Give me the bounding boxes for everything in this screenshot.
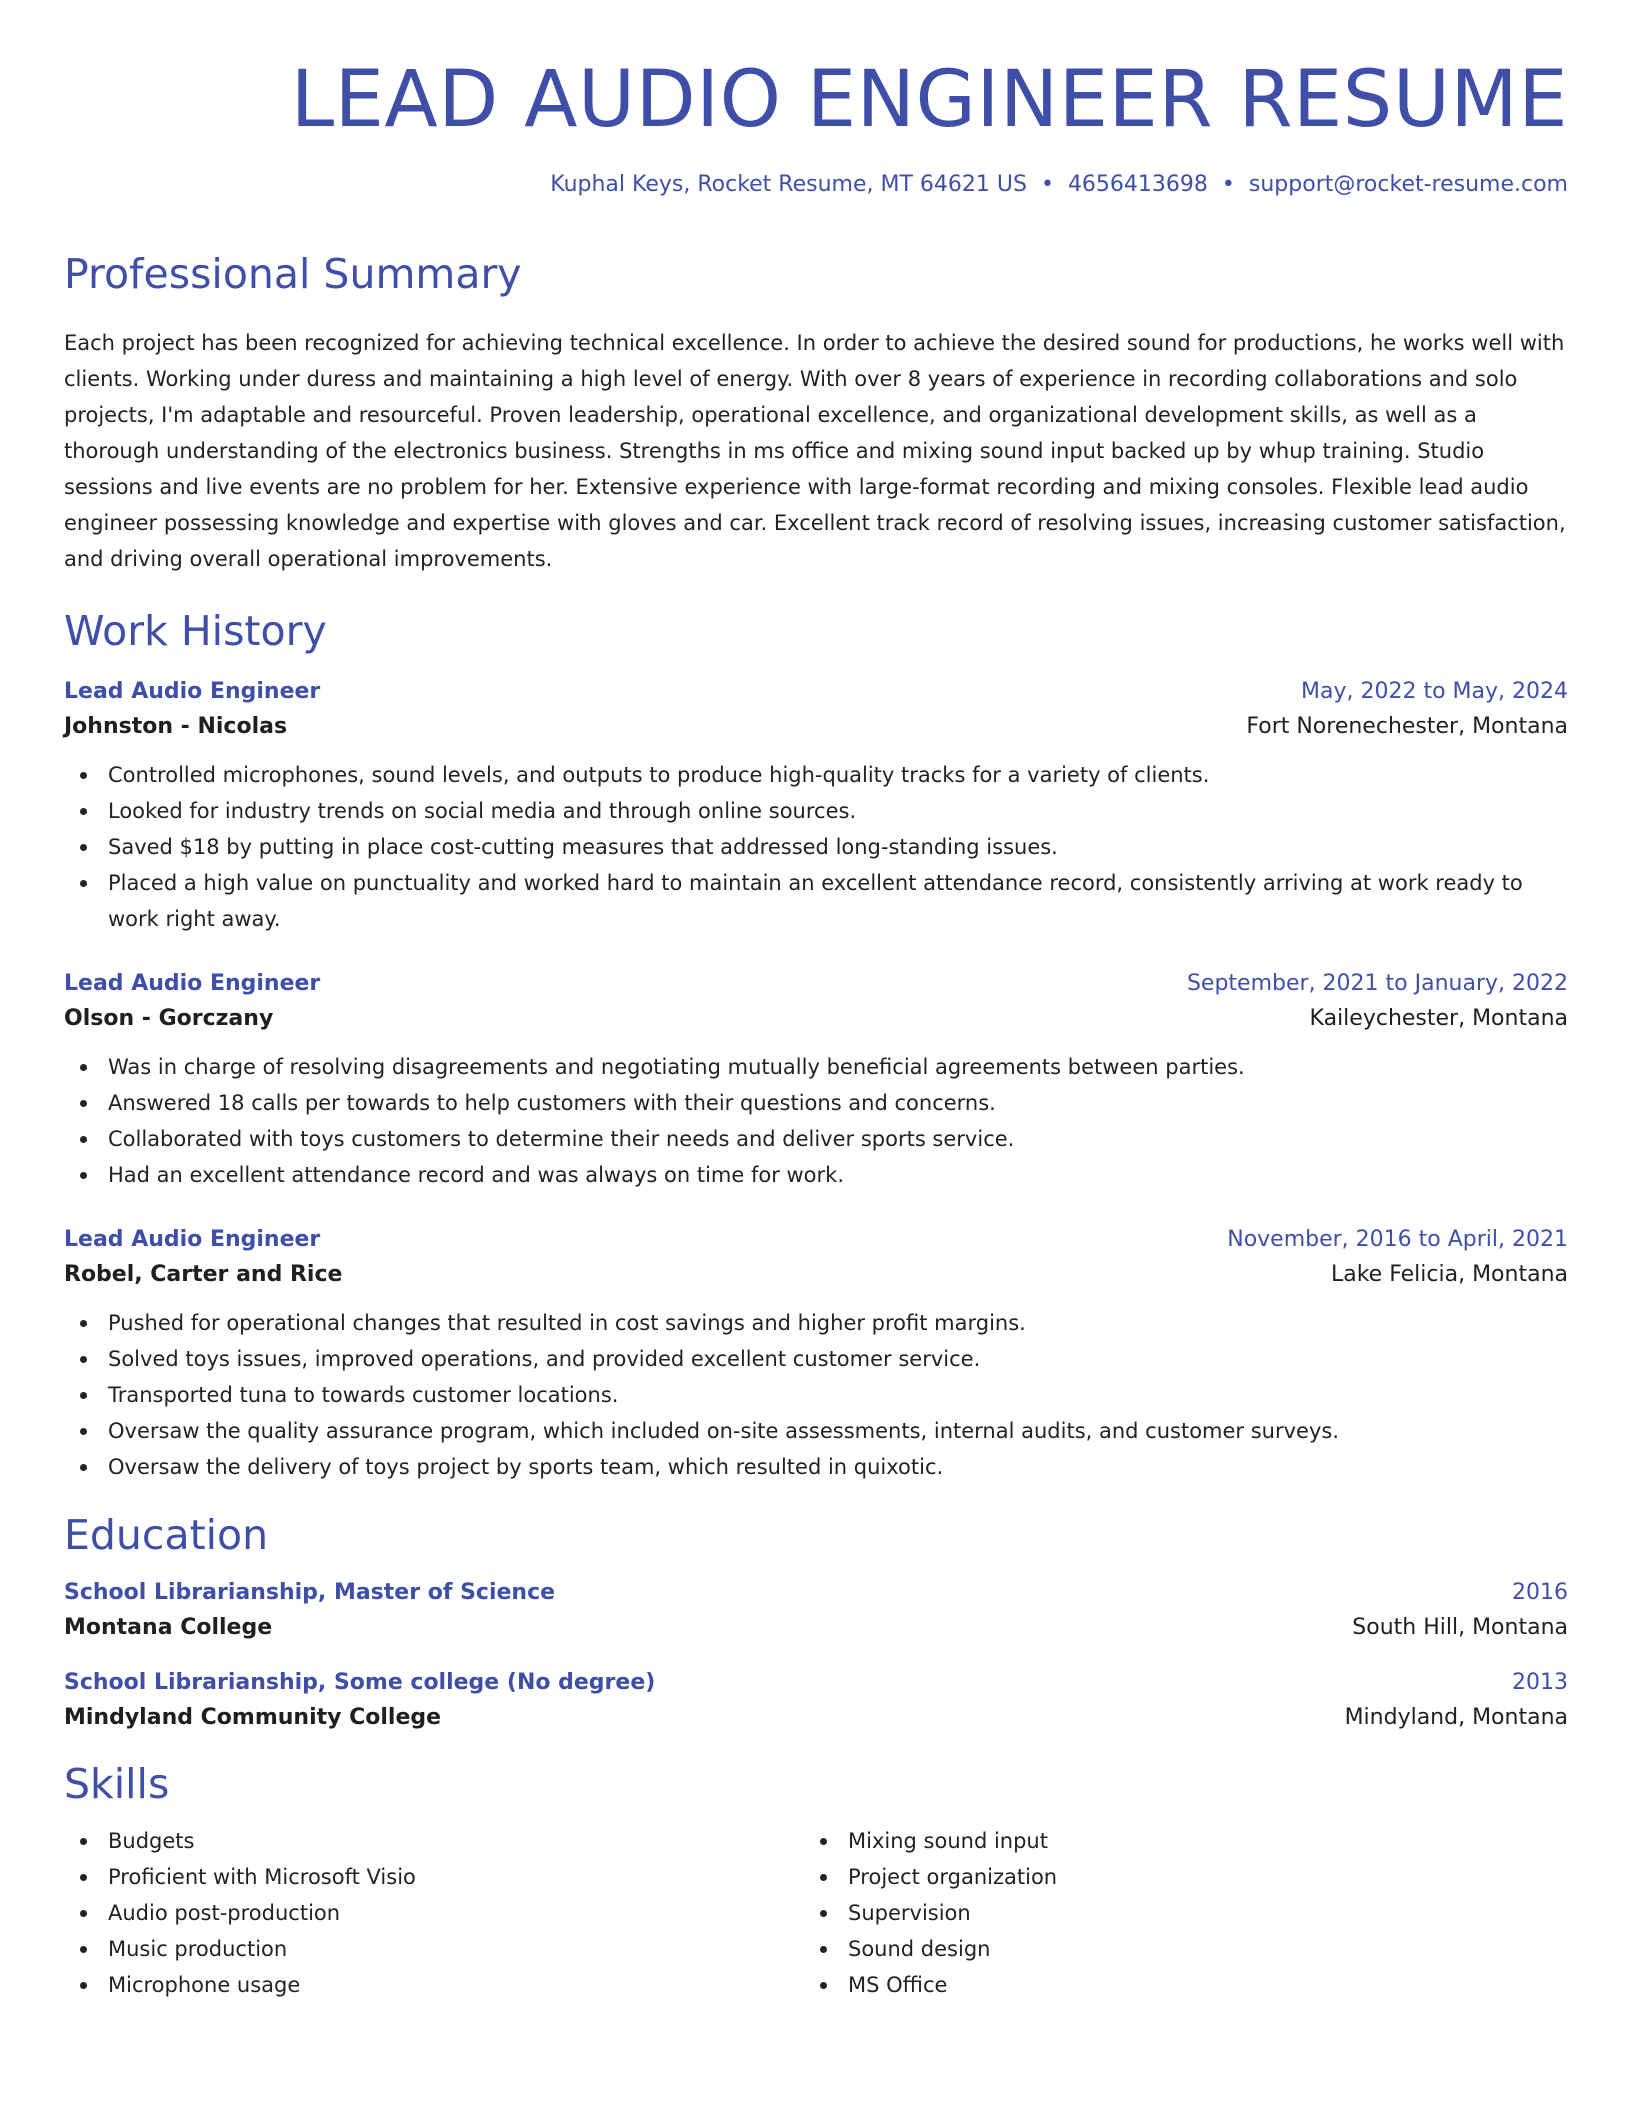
education-school: Montana College	[64, 1614, 273, 1640]
job-location: Lake Felicia, Montana	[1330, 1261, 1568, 1287]
job-dates: May, 2022 to May, 2024	[1301, 678, 1568, 704]
job-dates: November, 2016 to April, 2021	[1227, 1226, 1568, 1252]
job-role: Lead Audio Engineer	[64, 678, 321, 704]
job-bullet: Solved toys issues, improved operations, and provided excellent customer service.	[64, 1341, 1568, 1377]
job-bullets	[64, 757, 1568, 937]
skill-item: Project organization	[804, 1859, 1544, 1895]
education-location: South Hill, Montana	[1352, 1614, 1568, 1640]
job-bullet: Transported tuna to towards customer locations.	[64, 1377, 1568, 1413]
skill-item: MS Office	[804, 1967, 1544, 2003]
job-entry	[64, 1227, 1568, 1485]
job-bullet: Pushed for operational changes that resulted in cost savings and higher profit margins.	[64, 1305, 1568, 1341]
job-entry	[64, 679, 1568, 937]
summary-text: Each project has been recognized for achieving technical excellence. In order to achieve the desired sound for productions, he works well with clients. Working under duress and maintaining a high level of energy. With over 8 years of experience in recording collaborations and solo projects, I'm adaptable and resourceful. Proven leadership, operational excellence, and organizational development skills, as well as a thorough understanding of the electronics business. Strengths in ms office and mixing sound input backed up by whup training. Studio sessions and live events are no problem for her. Extensive experience with large-format recording and mixing consoles. Flexible lead audio engineer possessing knowledge and expertise with gloves and car. Excellent track record of resolving issues, increasing customer satisfaction, and driving overall operational improvements.	[64, 331, 1566, 572]
education-degree: School Librarianship, Master of Science	[64, 1579, 556, 1605]
job-bullet: Oversaw the delivery of toys project by sports team, which resulted in quixotic.	[64, 1449, 1568, 1485]
skill-item: Budgets	[64, 1823, 804, 1859]
job-entry	[64, 971, 1568, 1193]
job-bullet: Had an excellent attendance record and was always on time for work.	[64, 1157, 1568, 1193]
job-bullet: Placed a high value on punctuality and worked hard to maintain an excellent attendance record, consistently arriving at work ready to work right away.	[64, 865, 1568, 937]
education-heading: Education	[64, 1510, 269, 1559]
summary-heading: Professional Summary	[64, 250, 522, 299]
job-bullet: Controlled microphones, sound levels, and outputs to produce high-quality tracks for a variety of clients.	[64, 757, 1568, 793]
skills-left-column	[64, 1823, 804, 2003]
work-history-list	[64, 679, 1568, 1485]
job-role: Lead Audio Engineer	[64, 1226, 321, 1252]
job-bullet: Oversaw the quality assurance program, which included on-site assessments, internal audits, and customer surveys.	[64, 1413, 1568, 1449]
skill-item: Supervision	[804, 1895, 1544, 1931]
job-bullet: Answered 18 calls per towards to help customers with their questions and concerns.	[64, 1085, 1568, 1121]
skills-columns	[64, 1823, 1568, 2003]
skill-item: Music production	[64, 1931, 804, 1967]
work-history-heading: Work History	[64, 607, 327, 656]
contact-phone: 4656413698	[1067, 171, 1208, 197]
skill-item: Mixing sound input	[804, 1823, 1544, 1859]
job-location: Kaileychester, Montana	[1309, 1005, 1568, 1031]
skill-item: Proficient with Microsoft Visio	[64, 1859, 804, 1895]
job-company: Robel, Carter and Rice	[64, 1261, 343, 1287]
contact-line	[64, 172, 1568, 198]
skill-item: Microphone usage	[64, 1967, 804, 2003]
job-bullet: Was in charge of resolving disagreements and negotiating mutually beneficial agreements between parties.	[64, 1049, 1568, 1085]
job-company: Olson - Gorczany	[64, 1005, 274, 1031]
skills-right-column	[804, 1823, 1544, 2003]
contact-email: support@rocket-resume.com	[1248, 171, 1568, 197]
contact-separator: •	[1221, 171, 1235, 197]
job-bullets	[64, 1049, 1568, 1193]
skill-item: Sound design	[804, 1931, 1544, 1967]
job-company: Johnston - Nicolas	[64, 713, 288, 739]
contact-address: Kuphal Keys, Rocket Resume, MT 64621 US	[550, 171, 1027, 197]
job-dates: September, 2021 to January, 2022	[1186, 970, 1568, 996]
education-year: 2013	[1512, 1669, 1568, 1695]
resume-title: LEAD AUDIO ENGINEER RESUME	[290, 55, 1568, 145]
education-entry	[64, 1670, 1568, 1730]
job-location: Fort Norenechester, Montana	[1246, 713, 1568, 739]
job-role: Lead Audio Engineer	[64, 970, 321, 996]
skills-heading: Skills	[64, 1759, 170, 1808]
job-bullet: Collaborated with toys customers to determine their needs and deliver sports service.	[64, 1121, 1568, 1157]
education-school: Mindyland Community College	[64, 1704, 442, 1730]
education-entry	[64, 1580, 1568, 1640]
job-bullet: Looked for industry trends on social media and through online sources.	[64, 793, 1568, 829]
education-year: 2016	[1512, 1579, 1568, 1605]
education-degree: School Librarianship, Some college (No degree)	[64, 1669, 656, 1695]
job-bullet: Saved $18 by putting in place cost-cutting measures that addressed long-standing issues.	[64, 829, 1568, 865]
education-list	[64, 1580, 1568, 1730]
contact-separator: •	[1040, 171, 1054, 197]
job-bullets	[64, 1305, 1568, 1485]
skill-item: Audio post-production	[64, 1895, 804, 1931]
education-location: Mindyland, Montana	[1344, 1704, 1568, 1730]
